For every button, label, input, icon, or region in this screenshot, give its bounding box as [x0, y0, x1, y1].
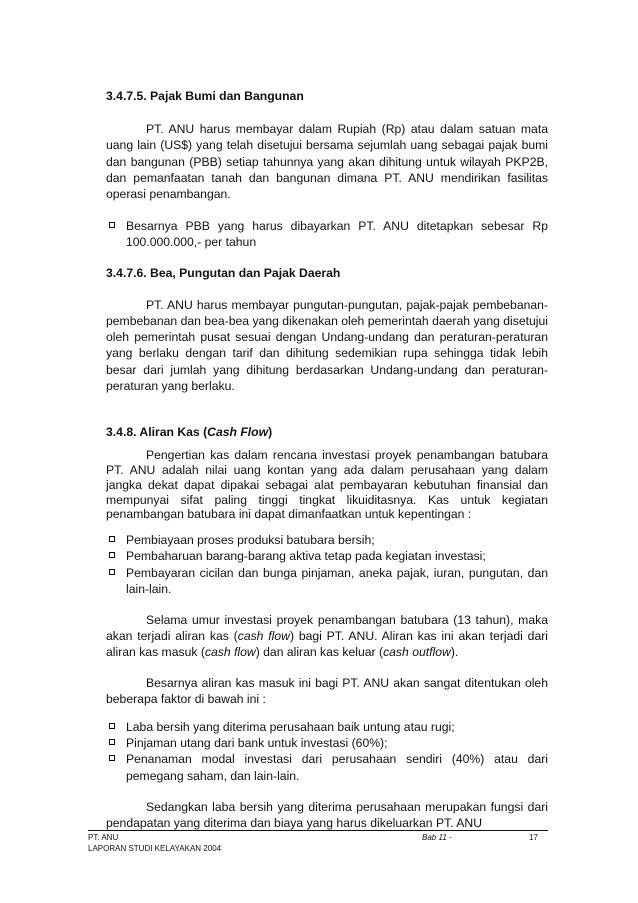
list-item [106, 532, 548, 548]
bullet-list-cash-factors [106, 719, 548, 784]
list-item [106, 735, 548, 751]
text-run: ) bagi PT. ANU. Aliran kas ini akan terjadi dari aliran kas masuk ( [106, 629, 549, 660]
list-item-text: Pinjaman utang dari bank untuk investasi (60%); [126, 736, 388, 751]
paragraph-pbb: PT. ANU harus membayar dalam Rupiah (Rp) atau dalam satuan mata uang lain (US$) yang telah disetujui bersama sejumlah uang sebagai pajak bumi dan bangunan (PBB) setiap tahunnya yang akan dihitung untuk wilayah PKP2B, dan pemanfaatan tanah dan bangunan dimana PT. ANU mendirikan fasilitas operasi penambangan. [106, 122, 548, 202]
italic-run: cash outflow [383, 645, 451, 660]
list-item-text: Penanaman modal investasi dari perusahaan sendiri (40%) atau dari pemegang saham, dan lain-lain. [126, 752, 548, 783]
paragraph-cashflow-3: Besarnya aliran kas masuk ini bagi PT. ANU akan sangat ditentukan oleh beberapa faktor di bawah ini : [106, 675, 548, 706]
bullet-list-pbb [106, 218, 548, 250]
checkbox-bullet-icon [109, 222, 115, 228]
bullet-list-cash-usage [106, 532, 548, 597]
checkbox-bullet-icon [109, 755, 115, 761]
document-page [106, 88, 548, 831]
checkbox-bullet-icon [109, 723, 115, 729]
checkbox-bullet-icon [109, 569, 115, 575]
page-footer [88, 830, 548, 855]
list-item-text: Besarnya PBB yang harus dibayarkan PT. ANU ditetapkan sebesar Rp 100.000.000,- per tahun [126, 219, 548, 250]
list-item-text: Pembaharuan barang-barang aktiva tetap pada kegiatan investasi; [126, 549, 486, 564]
list-item [106, 751, 548, 783]
section-heading-pbb: 3.4.7.5. Pajak Bumi dan Bangunan [106, 89, 304, 103]
text-run: ) dan aliran kas keluar ( [255, 645, 384, 660]
paragraph-cashflow-1: Pengertian kas dalam rencana investasi proyek penambangan batubara PT. ANU adalah nilai uang kontan yang ada dalam perusahaan yang dalam jangka dekat dapat dipakai sebagai alat pembayaran kebutuhan finansial dan mempunyai sifat paling tinggi tingkat likuiditasnya. Kas untuk kegiatan penambangan batubara ini dapat dimanfaatkan untuk kepentingan : [106, 448, 548, 522]
footer-chapter: Bab 11 - [422, 833, 452, 842]
italic-run: cash flow [237, 629, 290, 644]
list-item-text: Laba bersih yang diterima perusahaan baik untung atau rugi; [126, 720, 455, 735]
footer-report-title: LAPORAN STUDI KELAYAKAN 2004 [88, 844, 222, 853]
heading-suffix: ) [268, 425, 273, 440]
paragraph-bea: PT. ANU harus membayar pungutan-pungutan, pajak-pajak pembebanan-pembebanan dan bea-bea yang dikenakan oleh pemerintah daerah yang disetujui oleh pemerintah pusat sesuai dengan Undang-undang dan peraturan-peraturan yang berlaku dengan tarif dan dihitung sedemikian rupa sehingga tidak lebih besar dari jumlah yang dihitung berdasarkan Undang-undang dan peraturan-peraturan yang berlaku. [106, 297, 548, 393]
paragraph-cashflow-4: Sedangkan laba bersih yang diterima perusahaan merupakan fungsi dari pendapatan yang diterima dan biaya yang harus dikeluarkan PT. ANU [106, 799, 548, 831]
paragraph-cashflow-2 [106, 612, 548, 661]
section-heading-bea: 3.4.7.6. Bea, Pungutan dan Pajak Daerah [106, 265, 341, 280]
list-item-text: Pembayaran cicilan dan bunga pinjaman, aneka pajak, iuran, pungutan, dan lain-lain. [126, 565, 548, 596]
checkbox-bullet-icon [109, 552, 115, 558]
heading-italic-text: Cash Flow [207, 425, 269, 440]
footer-company: PT. ANU [88, 833, 119, 842]
list-item [106, 218, 548, 250]
list-item [106, 565, 548, 597]
list-item [106, 719, 548, 735]
heading-text: 3.4.8. Aliran Kas ( [106, 425, 208, 440]
footer-page-number: 17 [529, 833, 538, 842]
checkbox-bullet-icon [109, 739, 115, 745]
checkbox-bullet-icon [109, 536, 115, 542]
text-run: Selama umur investasi proyek penambangan batubara (13 tahun), maka akan terjadi aliran kas ( [106, 613, 548, 644]
text-run: ). [450, 645, 459, 660]
list-item [106, 548, 548, 564]
italic-run: cash flow [204, 645, 256, 660]
list-item-text: Pembiayaan proses produksi batubara bersih; [126, 533, 375, 548]
section-heading-cashflow [106, 424, 548, 440]
